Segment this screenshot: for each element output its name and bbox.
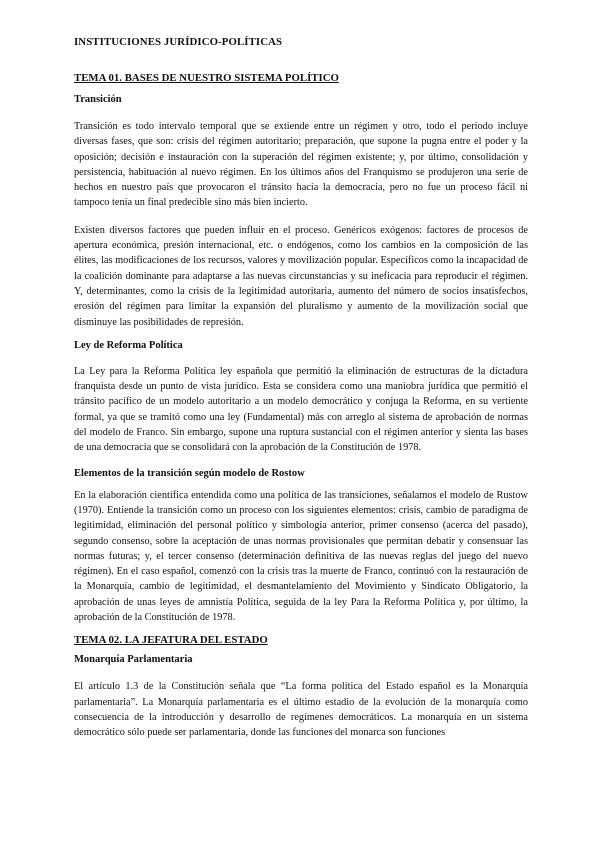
monarquia-paragraph: El artículo 1.3 de la Constitución señala que “La forma política del Estado español es la Monarquía parlamentaria”. La Monarquía parlamentaria es el último estadio de la evolución de la monarquía como consecuencia de la introducción y desarrollo de regímenes democráticos. La monarquía en un sistema democrático sólo puede ser parlamentaria, donde las funciones del monarca son funciones bbox=[74, 681, 528, 739]
document-title: INSTITUCIONES JURÍDICO-POLÍTICAS bbox=[74, 36, 283, 48]
monarquia-heading: Monarquía Parlamentaria bbox=[74, 654, 193, 666]
rostow-heading: Elementos de la transición según modelo de Rostow bbox=[74, 467, 305, 479]
rostow-paragraph: En la elaboración científica entendida como una política de las transiciones, señalamos el modelo de Rustow (1970). Entiende la transición como un proceso con los siguientes elementos: crisis, cambio de paradigma de legitimidad, eliminación del personal político y simbología anterior, primer consenso (acerca del pasado), segundo consenso, sobre la aceptación de unas normas provisionales que permitan debatir y consensuar las normas futuras; y, el tercer consenso (determinación definitiva de las nuevas reglas del juego del nuevo régimen). En el caso español, comenzó con la crisis tras la muerte de Franco, continuó con la restauración de la Monarquía, cambio de legitimidad, el desmantelamiento del Movimiento y Sindicato Obligatorio, la aprobación de unas leyes de amnistía Política, seguida de la ley Para la Reforma Política y, por último, la aprobación de la Constitución de 1978. bbox=[74, 489, 528, 624]
ley-reforma-paragraph: La Ley para la Reforma Política ley española que permitió la eliminación de estructuras de la dictadura franquista desde un punto de vista jurídico. Esta se considera como una maniobra jurídica que permitió el tránsito pacífico de un modelo autoritario a un modelo democrático y conjuga la Reforma, en su vertiente formal, ya que se tramitó como una ley (Fundamental) más con arreglo al sistema de aprobación de normas del modelo de Franco. Sin embargo, supone una ruptura sustancial con el régimen anterior y sienta las bases de una democracia que se consolidará con la aprobación de la Constitución de 1978. bbox=[74, 365, 528, 454]
document-page bbox=[74, 36, 528, 750]
transicion-paragraph-1: Transición es todo intervalo temporal que se extiende entre un régimen y otro, todo el periodo incluye diversas fases, que son: crisis del régimen autoritario; preparación, que supone la pugna entre el poder y la oposición; decisión e instauración con la superación del régimen existente; y, por último, consolidación y persistencia, habituación al nuevo régimen. En los últimos años del Franquismo se produjeron una serie de hechos en nuestro país que provocaron el tránsito hacia la democracia, pero no fue un proceso fácil ni tampoco tenía un final predecible sino más bien incierto. bbox=[74, 121, 528, 209]
transicion-heading: Transición bbox=[74, 94, 122, 105]
transicion-paragraph-2: Existen diversos factores que pueden influir en el proceso. Genéricos exógenos: factores de procesos de apertura económica, presión internacional, etc. o endógenos, como los cambios en la composición de las élites, las modificaciones de los recursos, valores y movilización popular. Específicos como la incapacidad de la coalición dominante para adaptarse a las nuevas circunstancias y su ineficacia para reproducir el régimen. Y, determinantes, como la crisis de la legitimidad autoritaria, aumento del número de socios insatisfechos, erosión del régimen para limitar la expansión del pluralismo y aumento de la movilización social que disminuye las posibilidades de represión. bbox=[74, 224, 528, 328]
tema-02-heading: TEMA 02. LA JEFATURA DEL ESTADO bbox=[74, 634, 268, 647]
tema-01-heading: TEMA 01. BASES DE NUESTRO SISTEMA POLÍTICO bbox=[74, 72, 339, 84]
ley-reforma-heading: Ley de Reforma Política bbox=[74, 339, 183, 351]
